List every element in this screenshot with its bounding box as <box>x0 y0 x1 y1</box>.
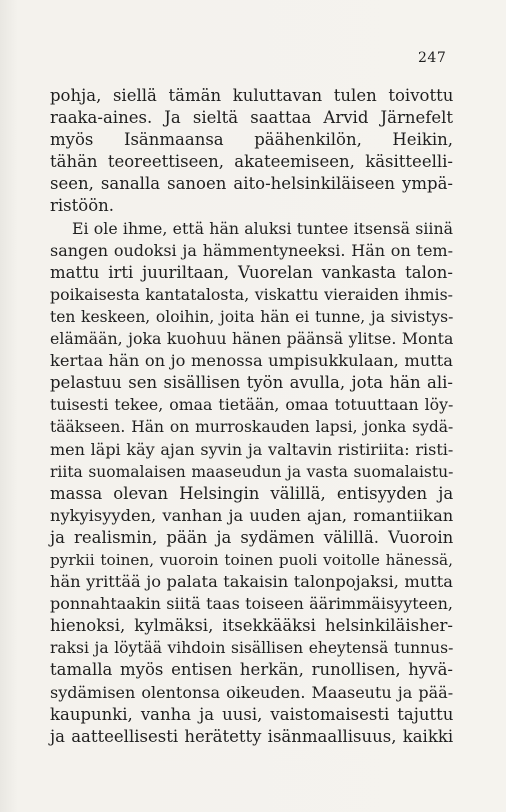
text-line: Ei ole ihme, että hän aluksi tuntee itsensä siinä <box>72 218 453 238</box>
text-line: tähän teoreettiseen, akateemiseen, käsitteelli- <box>50 152 453 172</box>
text-line: pohja, siellä tämän kuluttavan tulen toivottu <box>50 86 454 105</box>
text-line: ja realismin, pään ja sydämen välillä. Vuoroin <box>50 527 454 547</box>
text-line: ja aatteellisesti herätetty isänmaallisuus, kaikki <box>50 726 454 746</box>
text-line: riita suomalaisen maaseudun ja vasta suomalaistu- <box>50 462 454 481</box>
text-line: sydämisen olentonsa oikeuden. Maaseutu ja pää- <box>50 682 454 702</box>
text-line: kaupunki, vanha ja uusi, vaistomaisesti tajuttu <box>50 704 454 724</box>
text-line: hienoksi, kylmäksi, itsekkääksi helsinkiläisher- <box>50 616 453 636</box>
text-line: nykyisyyden, vanhan ja uuden ajan, romantiikan <box>50 505 454 525</box>
text-line: seen, sanalla sanoen aito-helsinkiläiseen ympä- <box>50 174 453 194</box>
text-line: tääkseen. Hän on murroskauden lapsi, jonka sydä- <box>50 418 454 437</box>
body-text <box>50 85 453 748</box>
text-line: tuisesti tekee, omaa tietään, omaa totuuttaan löy- <box>50 395 454 415</box>
text-line: elämään, joka kuohuu hänen päänsä ylitse. Monta <box>50 329 454 349</box>
text-line: hän yrittää jo palata takaisin talonpojaksi, mutta <box>50 572 453 592</box>
text-line: massa olevan Helsingin välillä, entisyyden ja <box>50 483 454 503</box>
text-line: ten keskeen, oloihin, joita hän ei tunne, ja sivistys- <box>50 307 454 326</box>
paragraph-1 <box>50 85 453 218</box>
text-line: ristöön. <box>50 196 115 216</box>
text-line: sangen oudoksi ja hämmentyneeksi. Hän on tem- <box>50 240 453 260</box>
text-line: raksi ja löytää vihdoin sisällisen eheytensä tunnus- <box>50 639 454 658</box>
text-line: raaka-aines. Ja sieltä saattaa Arvid Järnefelt <box>50 108 453 128</box>
text-line: ponnahtaakin siitä taas toiseen äärimmäisyyteen, <box>50 594 453 614</box>
paragraph-2 <box>50 218 453 748</box>
text-line: tamalla myös entisen herkän, runollisen, hyvä- <box>50 660 453 680</box>
text-line: pelastuu sen sisällisen työn avulla, jota hän ali- <box>50 373 453 393</box>
text-line: kertaa hän on jo menossa umpisukkulaan, mutta <box>50 351 453 371</box>
text-line: mattu irti juuriltaan, Vuorelan vankasta talon- <box>50 262 453 282</box>
text-line: myös Isänmaansa päähenkilön, Heikin, <box>50 130 453 150</box>
text-line: men läpi käy ajan syvin ja valtavin ristiriita: risti- <box>50 439 454 459</box>
text-line: pyrkii toinen, vuoroin toinen puoli voitolle hänessä, <box>50 550 453 569</box>
text-line: poikaisesta kantatalosta, viskattu vieraiden ihmis- <box>50 284 453 304</box>
page-number: 247 <box>418 50 447 66</box>
